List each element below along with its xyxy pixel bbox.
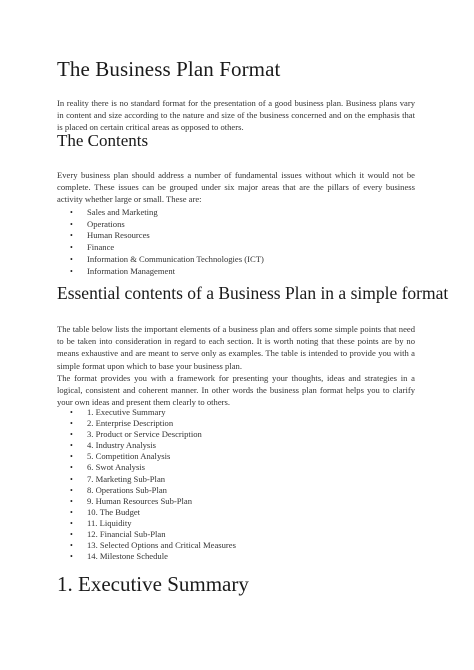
essential-list bbox=[57, 407, 236, 562]
list-item: • 8. Operations Sub-Plan bbox=[87, 485, 236, 496]
list-item: • Information & Communication Technologies (ICT) bbox=[87, 254, 264, 266]
list-item: • 10. The Budget bbox=[87, 507, 236, 518]
list-item: • 7. Marketing Sub-Plan bbox=[87, 474, 236, 485]
list-item: • 11. Liquidity bbox=[87, 518, 236, 529]
list-item: • 9. Human Resources Sub-Plan bbox=[87, 496, 236, 507]
list-item: • 14. Milestone Schedule bbox=[87, 551, 236, 562]
list-item: • 12. Financial Sub-Plan bbox=[87, 529, 236, 540]
list-item: • 1. Executive Summary bbox=[87, 407, 236, 418]
list-item: • Information Management bbox=[87, 266, 264, 278]
list-item: • Finance bbox=[87, 242, 264, 254]
list-item: • Human Resources bbox=[87, 230, 264, 242]
contents-list bbox=[57, 207, 264, 277]
list-item: • Sales and Marketing bbox=[87, 207, 264, 219]
document-title: The Business Plan Format bbox=[57, 57, 281, 81]
list-item: • Operations bbox=[87, 219, 264, 231]
intro-paragraph: In reality there is no standard format for the presentation of a good business plan. Business plans vary in content and size according to the nature and size of the business concerned and on the emphasis that is placed on certain critical areas as opposed to others. bbox=[57, 97, 415, 133]
list-item: • 5. Competition Analysis bbox=[87, 451, 236, 462]
essential-paragraph-1: The table below lists the important elements of a business plan and offers some simple points that need to be taken into consideration in regard to each section. It is worth noting that these points are by no means exhaustive and are meant to serve only as examples. The table is intended to provide you with a simple format upon which to base your business plan. bbox=[57, 323, 415, 371]
contents-heading: The Contents bbox=[57, 131, 149, 150]
list-item: • 13. Selected Options and Critical Measures bbox=[87, 540, 236, 551]
list-item: • 6. Swot Analysis bbox=[87, 462, 236, 473]
list-item: • 4. Industry Analysis bbox=[87, 440, 236, 451]
list-item: • 2. Enterprise Description bbox=[87, 418, 236, 429]
list-item: • 3. Product or Service Description bbox=[87, 429, 236, 440]
contents-paragraph: Every business plan should address a number of fundamental issues without which it would not be complete. These issues can be grouped under six major areas that are the pillars of every business activity whether large or small. These are: bbox=[57, 169, 415, 205]
essential-paragraph-2: The format provides you with a framework for presenting your thoughts, ideas and strategies in a logical, consistent and coherent manner. In other words the business plan format helps you to clarify your own ideas and present them clearly to others. bbox=[57, 372, 415, 408]
executive-summary-heading: 1. Executive Summary bbox=[57, 572, 249, 596]
essential-heading: Essential contents of a Business Plan in a simple format bbox=[57, 283, 449, 303]
